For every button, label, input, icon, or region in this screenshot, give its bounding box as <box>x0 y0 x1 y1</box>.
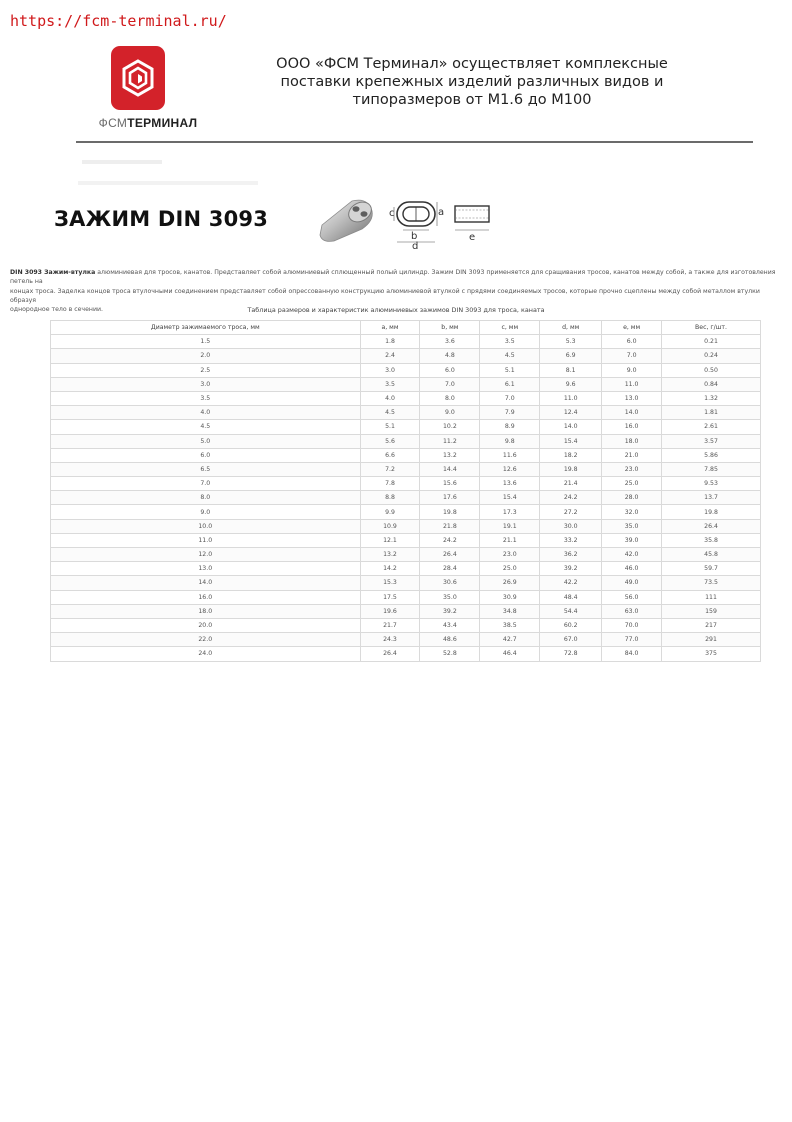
table-cell: 3.5 <box>480 335 540 349</box>
table-cell: 45.8 <box>662 548 761 562</box>
table-row <box>51 477 761 491</box>
table-cell: 1.8 <box>360 335 420 349</box>
table-cell: 21.7 <box>360 618 420 632</box>
column-header: Диаметр зажимаемого троса, мм <box>51 321 361 335</box>
scheme-label-b: b <box>411 231 418 242</box>
table-cell: 7.0 <box>420 377 480 391</box>
table-cell: 14.0 <box>51 576 361 590</box>
table-cell: 6.9 <box>540 349 602 363</box>
table-cell: 84.0 <box>602 647 662 661</box>
faded-text-trace <box>82 160 162 164</box>
table-cell: 9.0 <box>602 363 662 377</box>
table-cell: 7.0 <box>51 477 361 491</box>
table-row <box>51 462 761 476</box>
table-cell: 6.0 <box>51 448 361 462</box>
table-cell: 9.6 <box>540 377 602 391</box>
table-cell: 49.0 <box>602 576 662 590</box>
table-cell: 8.0 <box>420 391 480 405</box>
table-cell: 21.8 <box>420 519 480 533</box>
column-header: b, мм <box>420 321 480 335</box>
table-row <box>51 618 761 632</box>
table-cell: 13.0 <box>602 391 662 405</box>
table-cell: 6.0 <box>420 363 480 377</box>
dimension-scheme <box>383 196 495 250</box>
table-cell: 26.4 <box>662 519 761 533</box>
table-cell: 42.2 <box>540 576 602 590</box>
table-cell: 0.84 <box>662 377 761 391</box>
logo-prefix: ФСМ <box>98 116 128 130</box>
table-cell: 217 <box>662 618 761 632</box>
faded-text-trace <box>78 181 258 185</box>
table-cell: 48.6 <box>420 633 480 647</box>
column-header: c, мм <box>480 321 540 335</box>
table-cell: 15.6 <box>420 477 480 491</box>
table-cell: 46.0 <box>602 562 662 576</box>
table-cell: 1.5 <box>51 335 361 349</box>
table-cell: 26.4 <box>360 647 420 661</box>
scheme-label-a: a <box>438 207 445 218</box>
table-cell: 12.0 <box>51 548 361 562</box>
company-intro <box>262 55 682 109</box>
table-row <box>51 505 761 519</box>
table-cell: 18.0 <box>602 434 662 448</box>
table-cell: 2.5 <box>51 363 361 377</box>
table-cell: 19.1 <box>480 519 540 533</box>
table-cell: 2.0 <box>51 349 361 363</box>
table-cell: 10.9 <box>360 519 420 533</box>
table-cell: 17.5 <box>360 590 420 604</box>
table-cell: 291 <box>662 633 761 647</box>
column-header: d, мм <box>540 321 602 335</box>
table-cell: 42.0 <box>602 548 662 562</box>
table-cell: 72.8 <box>540 647 602 661</box>
table-cell: 24.3 <box>360 633 420 647</box>
table-cell: 15.4 <box>480 491 540 505</box>
table-cell: 4.8 <box>420 349 480 363</box>
table-row <box>51 647 761 661</box>
table-cell: 14.4 <box>420 462 480 476</box>
column-header: e, мм <box>602 321 662 335</box>
description-line-3: однородное тело в сечении. <box>10 306 103 314</box>
table-cell: 33.2 <box>540 533 602 547</box>
table-cell: 15.4 <box>540 434 602 448</box>
table-cell: 111 <box>662 590 761 604</box>
table-cell: 8.9 <box>480 420 540 434</box>
table-cell: 20.0 <box>51 618 361 632</box>
table-cell: 39.0 <box>602 533 662 547</box>
table-cell: 8.1 <box>540 363 602 377</box>
table-cell: 24.0 <box>51 647 361 661</box>
table-cell: 9.0 <box>420 406 480 420</box>
table-row <box>51 406 761 420</box>
table-cell: 38.5 <box>480 618 540 632</box>
dimensions-table <box>50 320 761 662</box>
table-cell: 0.24 <box>662 349 761 363</box>
table-cell: 9.8 <box>480 434 540 448</box>
description-line-1 <box>10 268 782 287</box>
table-cell: 6.0 <box>602 335 662 349</box>
table-cell: 9.9 <box>360 505 420 519</box>
table-cell: 3.6 <box>420 335 480 349</box>
table-cell: 11.0 <box>602 377 662 391</box>
table-cell: 18.2 <box>540 448 602 462</box>
table-cell: 6.5 <box>51 462 361 476</box>
table-cell: 32.0 <box>602 505 662 519</box>
table-cell: 10.2 <box>420 420 480 434</box>
table-row <box>51 349 761 363</box>
table-cell: 52.8 <box>420 647 480 661</box>
logo-wordmark <box>88 116 208 130</box>
table-cell: 30.9 <box>480 590 540 604</box>
table-cell: 26.9 <box>480 576 540 590</box>
table-cell: 54.4 <box>540 604 602 618</box>
table-cell: 24.2 <box>540 491 602 505</box>
table-cell: 375 <box>662 647 761 661</box>
table-cell: 5.86 <box>662 448 761 462</box>
table-cell: 28.0 <box>602 491 662 505</box>
table-cell: 9.53 <box>662 477 761 491</box>
table-cell: 11.0 <box>540 391 602 405</box>
table-cell: 7.0 <box>480 391 540 405</box>
table-cell: 2.4 <box>360 349 420 363</box>
table-cell: 4.5 <box>360 406 420 420</box>
table-cell: 13.2 <box>360 548 420 562</box>
column-header: Вес, г/шт. <box>662 321 761 335</box>
table-cell: 19.8 <box>662 505 761 519</box>
table-cell: 35.0 <box>420 590 480 604</box>
table-cell: 7.9 <box>480 406 540 420</box>
product-photo <box>316 195 376 245</box>
table-cell: 73.5 <box>662 576 761 590</box>
table-row <box>51 420 761 434</box>
table-row <box>51 519 761 533</box>
table-cell: 39.2 <box>540 562 602 576</box>
table-cell: 0.21 <box>662 335 761 349</box>
table-caption: Таблица размеров и характеристик алюминиевых зажимов DIN 3093 для троса, каната <box>247 306 545 314</box>
table-cell: 21.4 <box>540 477 602 491</box>
table-cell: 6.6 <box>360 448 420 462</box>
table-cell: 67.0 <box>540 633 602 647</box>
table-cell: 6.1 <box>480 377 540 391</box>
table-cell: 4.5 <box>480 349 540 363</box>
table-cell: 1.32 <box>662 391 761 405</box>
intro-line-2: поставки крепежных изделий различных видов и <box>280 74 664 90</box>
table-cell: 35.0 <box>602 519 662 533</box>
table-cell: 77.0 <box>602 633 662 647</box>
table-cell: 63.0 <box>602 604 662 618</box>
table-cell: 26.4 <box>420 548 480 562</box>
table-cell: 23.0 <box>602 462 662 476</box>
table-cell: 18.0 <box>51 604 361 618</box>
table-row <box>51 363 761 377</box>
table-header-row <box>51 321 761 335</box>
table-cell: 70.0 <box>602 618 662 632</box>
table-row <box>51 548 761 562</box>
table-row <box>51 604 761 618</box>
description-line-1-text: алюминиевая для тросов, канатов. Представляет собой алюминиевый сплющенный полый цилиндр. Зажим DIN 3093 применяется для сращивания тросов, канатов между собой, а также для изготовления петель на <box>10 269 776 286</box>
table-cell: 19.6 <box>360 604 420 618</box>
table-cell: 16.0 <box>51 590 361 604</box>
table-cell: 30.0 <box>540 519 602 533</box>
table-cell: 7.0 <box>602 349 662 363</box>
table-cell: 21.0 <box>602 448 662 462</box>
table-cell: 36.2 <box>540 548 602 562</box>
table-cell: 11.6 <box>480 448 540 462</box>
table-cell: 12.6 <box>480 462 540 476</box>
table-cell: 46.4 <box>480 647 540 661</box>
column-header: a, мм <box>360 321 420 335</box>
table-row <box>51 335 761 349</box>
table-body <box>51 335 761 661</box>
table-cell: 13.0 <box>51 562 361 576</box>
table-cell: 8.0 <box>51 491 361 505</box>
table-cell: 1.81 <box>662 406 761 420</box>
table-cell: 19.8 <box>420 505 480 519</box>
scheme-label-d: d <box>412 241 419 250</box>
table-cell: 39.2 <box>420 604 480 618</box>
table-cell: 7.85 <box>662 462 761 476</box>
table-cell: 28.4 <box>420 562 480 576</box>
table-row <box>51 491 761 505</box>
table-cell: 34.8 <box>480 604 540 618</box>
scheme-label-c: c <box>389 208 395 219</box>
table-cell: 48.4 <box>540 590 602 604</box>
table-cell: 14.0 <box>602 406 662 420</box>
table-cell: 4.0 <box>51 406 361 420</box>
table-row <box>51 562 761 576</box>
table-cell: 12.4 <box>540 406 602 420</box>
table-cell: 30.6 <box>420 576 480 590</box>
table-cell: 13.7 <box>662 491 761 505</box>
table-cell: 159 <box>662 604 761 618</box>
logo-mark-icon <box>111 46 165 110</box>
table-cell: 11.2 <box>420 434 480 448</box>
table-cell: 13.2 <box>420 448 480 462</box>
table-cell: 7.2 <box>360 462 420 476</box>
table-cell: 14.0 <box>540 420 602 434</box>
product-title: ЗАЖИМ DIN 3093 <box>54 207 269 231</box>
table-row <box>51 391 761 405</box>
table-cell: 5.1 <box>480 363 540 377</box>
table-cell: 15.3 <box>360 576 420 590</box>
table-row <box>51 377 761 391</box>
table-cell: 27.2 <box>540 505 602 519</box>
table-cell: 8.8 <box>360 491 420 505</box>
table-cell: 3.0 <box>51 377 361 391</box>
logo-main: ТЕРМИНАЛ <box>127 116 198 130</box>
table-cell: 3.5 <box>360 377 420 391</box>
table-cell: 59.7 <box>662 562 761 576</box>
table-cell: 14.2 <box>360 562 420 576</box>
table-cell: 5.6 <box>360 434 420 448</box>
site-url-link[interactable]: https://fcm-terminal.ru/ <box>10 12 227 30</box>
table-cell: 35.8 <box>662 533 761 547</box>
table-row <box>51 533 761 547</box>
table-row <box>51 434 761 448</box>
table-cell: 17.6 <box>420 491 480 505</box>
table-cell: 5.3 <box>540 335 602 349</box>
table-cell: 23.0 <box>480 548 540 562</box>
table-cell: 2.61 <box>662 420 761 434</box>
intro-line-3: типоразмеров от М1.6 до М100 <box>352 92 592 108</box>
table-cell: 17.3 <box>480 505 540 519</box>
table-cell: 3.0 <box>360 363 420 377</box>
table-cell: 43.4 <box>420 618 480 632</box>
table-cell: 16.0 <box>602 420 662 434</box>
intro-line-1: ООО «ФСМ Терминал» осуществляет комплексные <box>276 56 668 72</box>
table-cell: 4.5 <box>51 420 361 434</box>
scheme-label-e: e <box>469 232 476 243</box>
table-cell: 24.2 <box>420 533 480 547</box>
company-logo <box>88 46 208 136</box>
table-cell: 22.0 <box>51 633 361 647</box>
table-cell: 11.0 <box>51 533 361 547</box>
table-cell: 21.1 <box>480 533 540 547</box>
table-cell: 13.6 <box>480 477 540 491</box>
table-cell: 0.50 <box>662 363 761 377</box>
table-cell: 12.1 <box>360 533 420 547</box>
table-row <box>51 576 761 590</box>
header-divider <box>76 141 753 143</box>
table-cell: 10.0 <box>51 519 361 533</box>
table-cell: 19.8 <box>540 462 602 476</box>
table-row <box>51 448 761 462</box>
description-line-2: концах троса. Заделка концов троса втулочными соединением представляет собой опрессованную конструкцию алюминиевой втулкой с прядями соединяемых тросов, которые прочно сцеплены между собой металлом втулки образуя <box>10 287 760 304</box>
table-cell: 60.2 <box>540 618 602 632</box>
table-cell: 9.0 <box>51 505 361 519</box>
table-cell: 4.0 <box>360 391 420 405</box>
table-cell: 7.8 <box>360 477 420 491</box>
table-cell: 3.5 <box>51 391 361 405</box>
table-cell: 5.1 <box>360 420 420 434</box>
table-row <box>51 590 761 604</box>
table-cell: 25.0 <box>602 477 662 491</box>
description-lead: DIN 3093 Зажим-втулка <box>10 269 96 276</box>
table-cell: 5.0 <box>51 434 361 448</box>
table-cell: 3.57 <box>662 434 761 448</box>
table-cell: 56.0 <box>602 590 662 604</box>
table-row <box>51 633 761 647</box>
table-cell: 42.7 <box>480 633 540 647</box>
table-cell: 25.0 <box>480 562 540 576</box>
